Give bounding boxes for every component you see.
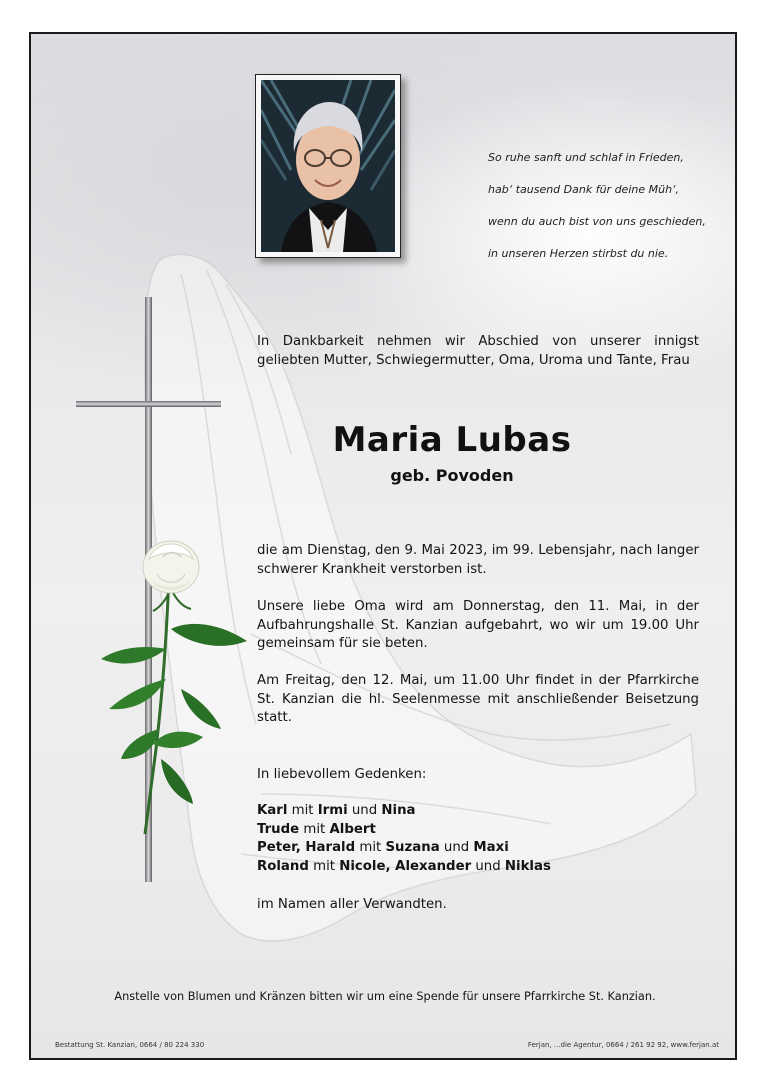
mourner-name: Karl bbox=[257, 803, 288, 818]
poem bbox=[488, 134, 728, 278]
closing-line: im Namen aller Verwandten. bbox=[257, 897, 447, 912]
mass-paragraph: Am Freitag, den 12. Mai, um 11.00 Uhr findet in der Pfarrkirche St. Kanzian die hl. Seelenmesse mit anschließender Beisetzung statt. bbox=[257, 673, 699, 725]
mourner-row bbox=[257, 858, 677, 877]
poem-line: wenn du auch bist von uns geschieden, bbox=[488, 215, 706, 228]
mourner-name: Nina bbox=[381, 803, 416, 818]
wake-paragraph: Unsere liebe Oma wird am Donnerstag, den 11. Mai, in der Aufbahrungshalle St. Kanzian aufgebahrt, wo wir um 19.00 Uhr gemeinsam für sie beten. bbox=[257, 599, 699, 651]
mourner-name: Nicole, Alexander bbox=[339, 858, 472, 874]
connector: mit bbox=[355, 840, 386, 855]
poem-line: hab‘ tausend Dank für deine Müh‘, bbox=[488, 183, 680, 196]
mourners-heading: In liebevollem Gedenken: bbox=[257, 767, 427, 782]
mourner-name: Niklas bbox=[504, 858, 551, 874]
poem-line: in unseren Herzen stirbst du nie. bbox=[488, 247, 669, 260]
connector: und bbox=[439, 840, 474, 855]
portrait-image bbox=[261, 80, 395, 252]
mourner-row bbox=[257, 802, 677, 821]
connector: mit bbox=[299, 821, 330, 837]
mourner-name: Peter, Harald bbox=[257, 840, 356, 855]
mourner-row bbox=[257, 839, 677, 858]
mourner-name: Trude bbox=[257, 821, 300, 837]
deceased-name: Maria Lubas bbox=[332, 420, 572, 460]
footer-agency: Ferjan, ...die Agentur, 0664 / 261 92 92, www.ferjan.at bbox=[527, 1041, 719, 1049]
maiden-name: geb. Povoden bbox=[390, 466, 514, 485]
donation-note: Anstelle von Blumen und Kränzen bitten wir um eine Spende für unsere Pfarrkirche St. Kanzian. bbox=[114, 990, 656, 1003]
mourner-name: Maxi bbox=[473, 840, 509, 855]
mourner-name: Irmi bbox=[317, 803, 348, 818]
mourners-list bbox=[257, 802, 677, 876]
cross-with-rose-icon bbox=[71, 289, 271, 889]
footer-undertaker: Bestattung St. Kanzian, 0664 / 80 224 330 bbox=[55, 1041, 205, 1049]
mourner-row bbox=[257, 821, 677, 840]
obituary-card bbox=[29, 32, 737, 1060]
connector: und bbox=[471, 858, 505, 874]
death-paragraph: die am Dienstag, den 9. Mai 2023, im 99. Lebensjahr, nach langer schwerer Krankheit verstorben ist. bbox=[257, 543, 699, 577]
connector: und bbox=[347, 803, 382, 818]
mourner-name: Roland bbox=[257, 858, 309, 874]
mourner-name: Albert bbox=[329, 821, 376, 837]
intro-text: In Dankbarkeit nehmen wir Abschied von unserer innigst geliebten Mutter, Schwiegermutter, Oma, Uroma und Tante, Frau bbox=[257, 334, 699, 368]
mourner-name: Suzana bbox=[385, 840, 440, 855]
portrait-photo bbox=[255, 74, 401, 258]
connector: mit bbox=[287, 803, 318, 818]
connector: mit bbox=[308, 858, 340, 874]
poem-line: So ruhe sanft und schlaf in Frieden, bbox=[488, 151, 684, 164]
